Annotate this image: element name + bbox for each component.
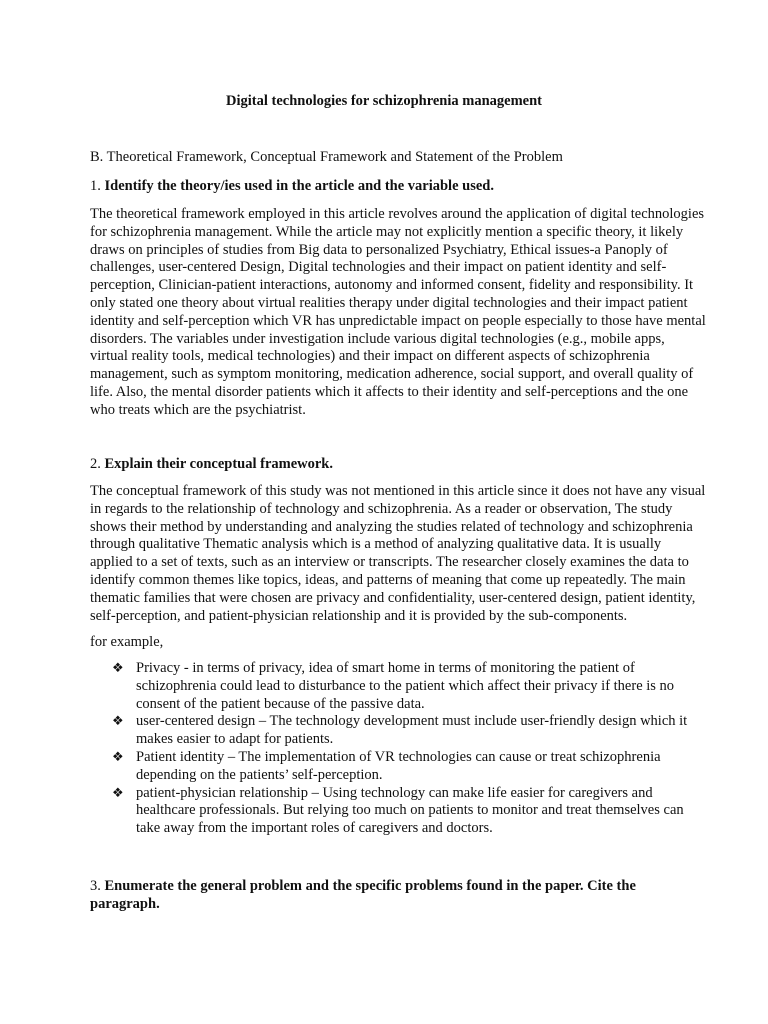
diamond-bullet-icon: ❖ [112, 661, 124, 676]
diamond-bullet-icon: ❖ [112, 749, 124, 765]
paragraph-line: The conceptual framework of this study was not mentioned in this article since it does not have any visual [90, 483, 706, 499]
diamond-bullet-icon: ❖ [112, 785, 124, 801]
diamond-bullet-icon: ❖ [112, 714, 124, 730]
paragraph-line: life. Also, the mental disorder patients which it affects to their identity and self-perceptions and the one [90, 383, 689, 400]
paragraph-line: draws on principles of studies from Big data to personalized Psychiatry, Ethical issues-a Panoply of [90, 241, 668, 258]
bullet-line: patient-physician relationship – Using technology can make life easier for caregivers and [136, 784, 653, 801]
bullet-line: makes easier to adapt for patients. [136, 731, 334, 748]
list-item [112, 785, 692, 838]
list-item [112, 713, 692, 749]
list-item [112, 749, 692, 785]
for-example-label: for example, [90, 634, 164, 650]
question-2-number: 2. [90, 456, 105, 472]
question-1-number: 1. [90, 178, 105, 194]
bullet-line: Patient identity – The implementation of VR technologies can cause or treat schizophrenia [136, 748, 661, 765]
bullet-line: depending on the patients’ self-perception. [136, 766, 383, 783]
paragraph-line: self-perception, and patient-physician relationship and it is provided by the sub-components. [90, 607, 628, 624]
bullet-line: schizophrenia could lead to disturbance to the patient which affect their privacy if there is no [136, 677, 675, 694]
paragraph-line: who treats which are the psychiatrist. [90, 401, 306, 418]
question-2-text: Explain their conceptual framework. [104, 456, 333, 472]
paragraph-line: identify common themes like topics, ideas, and patterns of meaning that come up repeatedly. The main [90, 571, 686, 588]
paragraph-line: virtual reality tools, medical technologies) and their impact on different aspects of schizophrenia [90, 348, 650, 365]
paragraph-line: thematic families that were chosen are privacy and confidentiality, user-centered design, patient identity, [90, 589, 696, 606]
question-1 [90, 177, 690, 195]
list-item [112, 660, 692, 713]
question-1-text: Identify the theory/ies used in the article and the variable used. [104, 178, 494, 194]
section-heading: B. Theoretical Framework, Conceptual Framework and Statement of the Problem [90, 149, 563, 165]
question-3-number: 3. [90, 878, 105, 894]
question-3-text-line2: paragraph. [90, 896, 160, 912]
paragraph-line: applied to a set of texts, such as an interview or transcripts. The researcher closely examines the data to [90, 554, 689, 571]
paragraph-line: only stated one theory about virtual realities therapy under digital technologies and their impact patient [90, 294, 688, 311]
paragraph-line: challenges, user-centered Design, Digital technologies and their impact on patient identity and self- [90, 259, 667, 276]
paragraph-1 [90, 206, 706, 420]
paragraph-line: management, such as symptom monitoring, medication adherence, social support, and overall quality of [90, 366, 694, 383]
question-2 [90, 455, 690, 473]
bullet-line: Privacy - in terms of privacy, idea of smart home in terms of monitoring the patient of [136, 660, 635, 676]
paragraph-line: through qualitative Thematic analysis which is a method of analyzing qualitative data. It is usually [90, 536, 662, 553]
question-3 [90, 877, 690, 913]
paragraph-line: perception, Clinician-patient interactions, autonomy and informed consent, fidelity and responsibility. It [90, 277, 694, 294]
bullet-list [112, 660, 692, 838]
paragraph-line: disorders. The variables under investigation include various digital technologies (e.g., mobile apps, [90, 330, 665, 347]
bullet-line: take away from the important roles of caregivers and doctors. [136, 820, 493, 837]
bullet-line: consent of the patient because of the passive data. [136, 695, 425, 712]
bullet-line: healthcare professionals. But relying too much on patients to monitor and treat themselves can [136, 802, 684, 819]
question-3-text-line1: Enumerate the general problem and the specific problems found in the paper. Cite the [104, 878, 636, 894]
document-title: Digital technologies for schizophrenia management [225, 93, 543, 109]
bullet-line: user-centered design – The technology development must include user-friendly design which it [136, 713, 688, 730]
paragraph-line: The theoretical framework employed in this article revolves around the application of digital technologies [90, 206, 705, 222]
paragraph-2 [90, 483, 706, 625]
paragraph-line: shows their method by understanding and analyzing the studies related of technology and schizophrenia [90, 518, 693, 535]
paragraph-line: identity and self-perception which VR has unpredictable impact on people especially to those have mental [90, 312, 706, 329]
paragraph-line: in regards to the relationship of technology and schizophrenia. As a reader or observation, The study [90, 500, 673, 517]
paragraph-line: for schizophrenia management. While the article may not explicitly mention a specific theory, it likely [90, 223, 684, 240]
